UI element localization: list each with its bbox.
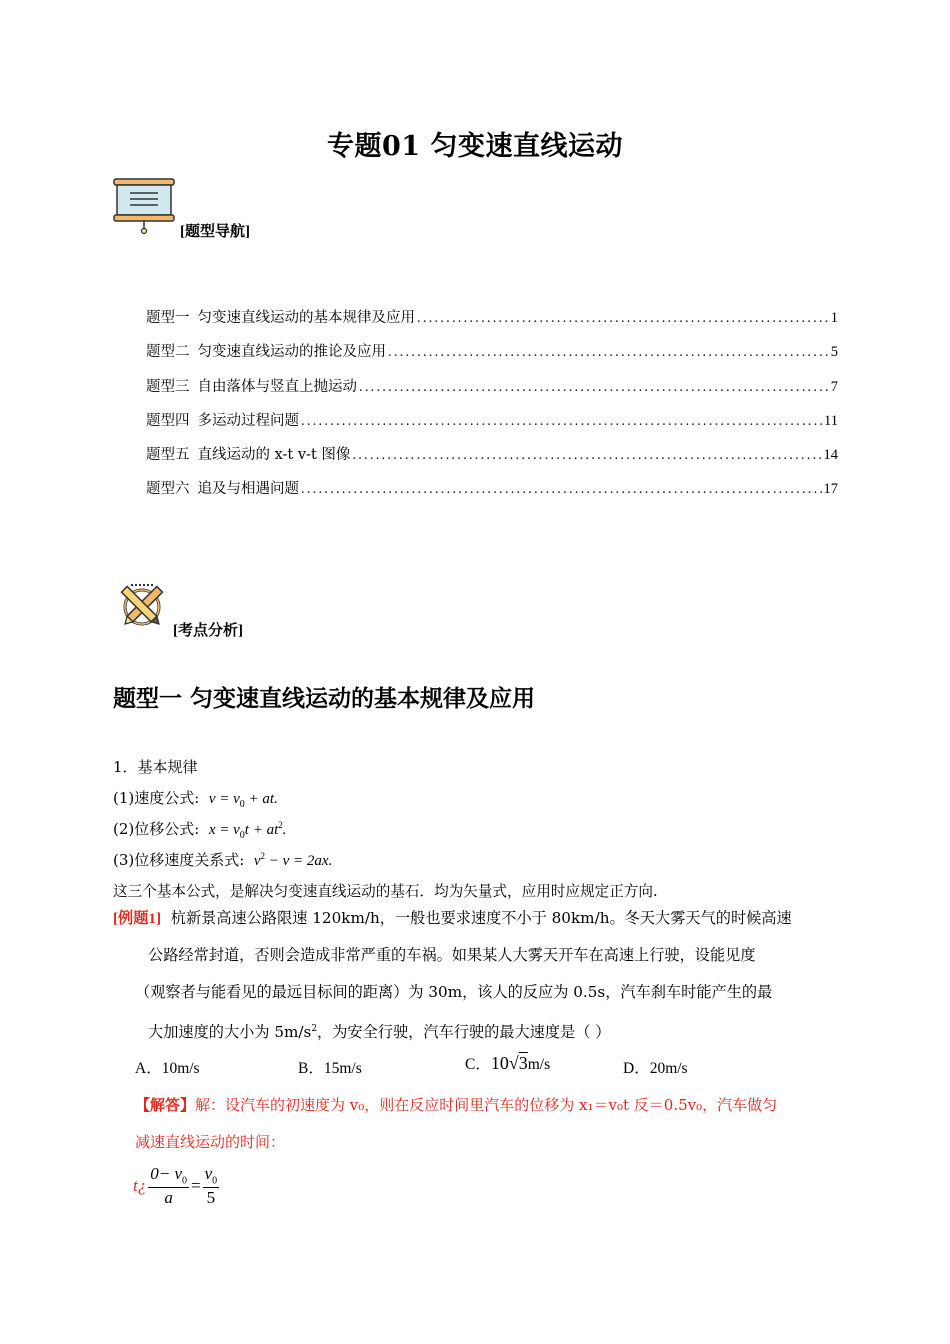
formula-displacement [113, 818, 287, 841]
equation-lhs: t¿ [133, 1176, 147, 1195]
numerator-text: 0− v [150, 1164, 183, 1184]
answer-text: 解：设汽车的初速度为 v₀，则在反应时间里汽车的位移为 x₁＝v₀t 反＝0.5v₀，汽车做匀 [195, 1096, 778, 1114]
radicand: 3 [518, 1053, 528, 1073]
unit-sup: 2 [311, 1024, 318, 1034]
toc-item-text: 追及与相遇问题 [197, 481, 299, 498]
toc-item-text: 匀变速直线运动的基本规律及应用 [197, 310, 415, 326]
fraction [148, 1164, 189, 1207]
formula-sub: 0 [239, 799, 245, 810]
toc-item-number: 题型六 [146, 481, 190, 498]
formula-expr: v [253, 853, 261, 869]
fraction [203, 1164, 220, 1207]
formula-label: (2)位移公式: [113, 820, 200, 838]
toc-item-number: 题型一 [146, 310, 190, 326]
toc-page-number: 14 [823, 447, 838, 464]
toc-item-text: 直线运动的 x-t v-t 图像 [197, 447, 351, 464]
formula-expr: x = v [208, 822, 240, 838]
radical-sign: √ [508, 1053, 519, 1073]
example-tag: [例题1] [113, 910, 162, 927]
example-line-1 [113, 900, 792, 937]
fraction-numerator [203, 1164, 220, 1187]
formula-expr: + at. [244, 791, 278, 807]
section-body [113, 0, 843, 1344]
numerator-text: v [204, 1164, 213, 1184]
option-b[interactable]: B．15m/s [298, 1060, 362, 1077]
subheading: 1．基本规律 [113, 758, 198, 776]
toc-item-number: 题型五 [146, 447, 190, 464]
toc-page-number: 11 [824, 412, 838, 429]
equation [133, 1160, 219, 1212]
option-number: 10 [490, 1053, 509, 1073]
numerator-sub: 0 [182, 1175, 188, 1187]
option-letter: C． [465, 1056, 491, 1073]
formula-sup: 2 [260, 851, 266, 861]
option-unit: m/s [527, 1056, 551, 1073]
page-title: 专题01 匀变速直线运动 [327, 131, 623, 162]
toc-page-number: 1 [830, 310, 838, 326]
toc-item-text: 多运动过程问题 [197, 412, 299, 429]
example-line-2: 公路经常封道，否则会造成非常严重的车祸。如果某人大雾天开车在高速上行驶，设能见度 [148, 946, 756, 964]
formula-expr: t + at [244, 822, 279, 838]
answer-tag: 【解答】 [135, 1096, 196, 1114]
example-text: 大加速度的大小为 5m/s [148, 1023, 312, 1042]
section-heading: 题型一 匀变速直线运动的基本规律及应用 [113, 685, 536, 712]
option-a[interactable]: A．10m/s [135, 1060, 200, 1077]
numerator-sub: 0 [212, 1175, 218, 1187]
formula-label: (1)速度公式: [113, 789, 200, 807]
answer-line-2: 减速直线运动的时间： [135, 1133, 286, 1151]
example-line-4 [148, 1011, 610, 1051]
toc-item-number: 题型三 [146, 378, 190, 395]
formula-sub: 0 [239, 830, 245, 841]
formula-expr: v = v [208, 791, 240, 807]
analysis-label: [考点分析] [173, 623, 243, 639]
formula-velocity [113, 787, 278, 810]
example-line-3: （观察者与能看见的最远目标间的距离）为 30m，该人的反应为 0.5s，汽车刹车时能产生的最 [135, 983, 773, 1001]
fraction-denominator: 5 [206, 1187, 216, 1207]
example-text: ，为安全行驶，汽车行驶的最大速度是（ ） [317, 1023, 611, 1042]
toc-page-number: 17 [823, 481, 838, 498]
example-text: 杭新景高速公路限速 120km/h，一般也要求速度不小于 80km/h。冬天大雾天气的时候高速 [170, 909, 792, 927]
fraction-denominator: a [164, 1187, 173, 1207]
formula-expr: − v = 2ax. [265, 853, 333, 869]
toc-item-text: 自由落体与竖直上抛运动 [197, 378, 357, 395]
formula-velocity-displacement [113, 849, 332, 870]
option-c[interactable] [465, 1052, 550, 1074]
formula-sup: 2 [278, 820, 283, 830]
formula-expr: . [282, 822, 287, 838]
toc-page-number: 7 [830, 378, 838, 395]
equals-sign: = [191, 1176, 201, 1195]
nav-label: [题型导航] [180, 224, 250, 240]
toc-item-text: 匀变速直线运动的推论及应用 [197, 344, 386, 361]
formula-label: (3)位移速度关系式: [113, 851, 245, 869]
toc-page-number: 5 [830, 344, 838, 361]
fraction-numerator [148, 1164, 189, 1187]
option-d[interactable]: D．20m/s [623, 1060, 688, 1077]
toc-item-number: 题型四 [146, 412, 190, 429]
answer-line-1 [135, 1094, 777, 1115]
note-text: 这三个基本公式，是解决匀变速直线运动的基石．均为矢量式，应用时应规定正方向. [113, 883, 658, 900]
toc-item-number: 题型二 [146, 344, 190, 361]
